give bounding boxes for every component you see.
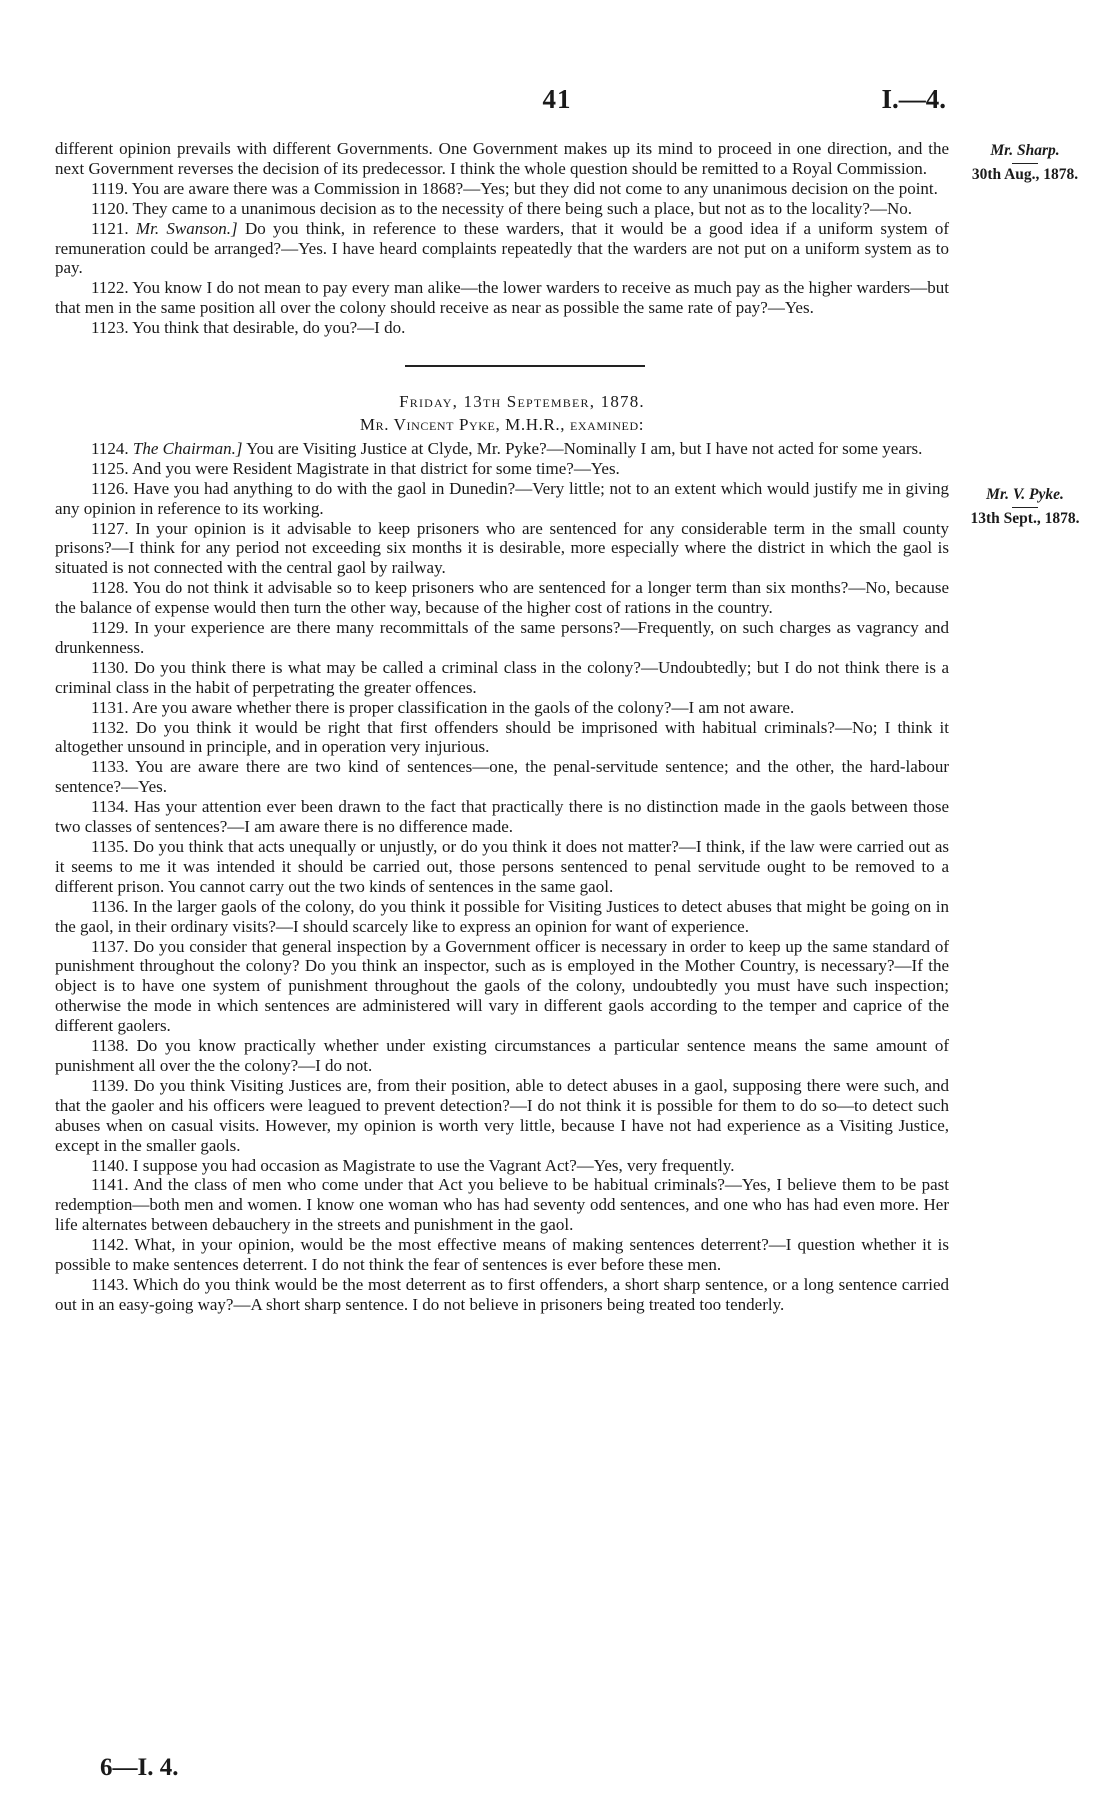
evidence-paragraph: 1136. In the larger gaols of the colony, do you think it possible for Visiting Justices to detect abuses that might be going on in the gaol, in their ordinary visits?—I should scarcely like to express an opinion for want of experience. [55, 896, 949, 936]
evidence-paragraph: 1126. Have you had anything to do with the gaol in Dunedin?—Very little; not to an extent which would justify me in giving any opinion in reference to its working. [55, 478, 949, 518]
evidence-paragraph: 1125. And you were Resident Magistrate in that district for some time?—Yes. [91, 458, 620, 478]
evidence-paragraph [55, 219, 949, 279]
document-reference: I.—4. [881, 84, 946, 114]
margin-witness-name: Mr. Sharp. [990, 142, 1060, 159]
margin-note-sharp [950, 142, 1100, 184]
question-text: Do you think, in reference to these warders, that it would be a good idea if a uniform system of remuneration could be arranged?—Yes. I have heard complaints repeatedly that the warders are not put on a uniform system as to pay. [55, 218, 950, 278]
margin-sitting-date: 30th Aug., 1878. [971, 166, 1079, 183]
speaker-name: The Chairman.] [132, 438, 243, 458]
evidence-paragraph: 1129. In your experience are there many recommittals of the same persons?—Frequently, on such charges as vagrancy and drunkenness. [55, 618, 949, 657]
speaker-name: Mr. Swanson.] [135, 218, 238, 238]
evidence-paragraph: 1140. I suppose you had occasion as Magistrate to use the Vagrant Act?—Yes, very frequently. [91, 1155, 735, 1175]
witness-heading: Mr. Vincent Pyke, M.H.R., examined: [359, 414, 645, 434]
evidence-paragraph: 1139. Do you think Visiting Justices are, from their position, able to detect abuses in a gaol, supposing there were such, and that the gaoler and his officers were leagued to prevent detection?—I do not think it is possible for them to do so—to detect such abuses when on casual visits. However, my opinion is worth very little, because I have not had experience as a Visiting Justice, except in the smaller gaols. [55, 1075, 949, 1155]
margin-witness-name: Mr. V. Pyke. [986, 486, 1064, 503]
evidence-paragraph [55, 439, 949, 459]
evidence-paragraph: 1128. You do not think it advisable so to keep prisoners who are sentenced for a longer term than six months?—No, because the balance of expense would then turn the other way, because of the higher cost of rations in the country. [55, 578, 949, 618]
evidence-paragraph: 1134. Has your attention ever been drawn to the fact that practically there is no distinction made in the gaols between those two classes of sentences?—I am aware there is no difference made. [55, 797, 949, 837]
evidence-paragraph: 1122. You know I do not mean to pay every man alike—the lower warders to receive as much pay as the higher warders—but that men in the same position all over the colony should receive as near as possible the same rate of pay?—Yes. [55, 278, 949, 318]
evidence-paragraph: 1135. Do you think that acts unequally or unjustly, or do you think it does not matter?—I think, if the law were carried out as it seems to me it was intended it should be carried out, those persons sentenced to penal servitude ought to be removed to a different prison. You cannot carry out the two kinds of sentences in the same gaol. [55, 837, 949, 896]
previous-witness-section [55, 139, 949, 338]
section-divider [405, 365, 645, 367]
margin-note-pyke [950, 486, 1100, 528]
evidence-paragraph: 1132. Do you think it would be right that first offenders should be imprisoned with habitual criminals?—No; I think it altogether unsound in principle, and in operation very injurious. [55, 717, 949, 757]
margin-divider [1012, 163, 1038, 164]
evidence-paragraph: 1130. Do you think there is what may be called a criminal class in the colony?—Undoubtedly; but I do not think there is a criminal class in the habit of perpetrating the greater offences. [55, 657, 949, 697]
evidence-paragraph: 1133. You are aware there are two kind of sentences—one, the penal-servitude sentence; and the other, the hard-labour sentence?—Yes. [55, 757, 949, 797]
question-text: You are Visiting Justice at Clyde, Mr. Pyke?—Nominally I am, but I have not acted for some years. [246, 438, 923, 458]
question-number: 1124. [91, 438, 129, 458]
margin-sitting-date: 13th Sept., 1878. [970, 510, 1080, 527]
pyke-evidence-section [55, 439, 949, 1315]
evidence-paragraph: different opinion prevails with different Governments. One Government makes up its mind to proceed in one direction, and the next Government reverses the decision of its predecessor. I think the whole question should be remitted to a Royal Commission. [55, 139, 949, 178]
evidence-paragraph: 1142. What, in your opinion, would be the most effective means of making sentences deterrent?—I question whether it is possible to make sentences deterrent. I do not think the fear of sentences is ever before these men. [55, 1235, 949, 1275]
evidence-paragraph: 1119. You are aware there was a Commission in 1868?—Yes; but they did not come to any unanimous decision on the point. [91, 178, 938, 198]
evidence-paragraph: 1137. Do you consider that general inspection by a Government officer is necessary in order to keep up the same standard of punishment throughout the colony? Do you think an inspector, such as is employed in the Mother Country, is necessary?—If the object is to have one system of punishment throughout the gaols of the colony, undoubtedly you must have such inspection; otherwise the mode in which sentences are administered will vary in different gaols according to the temper and caprice of the different gaolers. [55, 936, 949, 1036]
evidence-paragraph: 1131. Are you aware whether there is proper classification in the gaols of the colony?—I am not aware. [91, 697, 795, 717]
evidence-paragraph: 1127. In your opinion is it advisable to keep prisoners who are sentenced for any considerable term in the small county prisons?—I think for any period not exceeding six months it is desirable, more especially where the district in which the gaol is situated is not connected with the central gaol by railway. [55, 518, 949, 578]
page-number: 41 [542, 84, 572, 114]
evidence-paragraph: 1141. And the class of men who come under that Act you believe to be habitual criminals?—Yes, I believe them to be past redemption—both men and women. I know one woman who has had seventy odd sentences, and one who has had even more. Her life alternates between debauchery in the streets and punishment in the gaol. [55, 1175, 949, 1235]
margin-divider [1012, 507, 1038, 508]
evidence-paragraph: 1138. Do you know practically whether under existing circumstances a particular sentence means the same amount of punishment all over the the colony?—I do not. [55, 1036, 949, 1075]
evidence-body [55, 139, 949, 1315]
printer-signature: 6—I. 4. [100, 1754, 179, 1781]
question-number: 1121. [91, 218, 129, 238]
evidence-paragraph: 1123. You think that desirable, do you?—I do. [91, 318, 406, 338]
evidence-paragraph: 1143. Which do you think would be the most deterrent as to first offenders, a short sharp sentence, or a long sentence carried out in an easy-going way?—A short sharp sentence. I do not believe in prisoners being treated too tenderly. [55, 1274, 949, 1314]
evidence-paragraph: 1120. They came to a unanimous decision as to the necessity of there being such a place, but not as to the locality?—No. [91, 198, 912, 218]
sitting-date-heading: Friday, 13th September, 1878. [399, 392, 645, 412]
